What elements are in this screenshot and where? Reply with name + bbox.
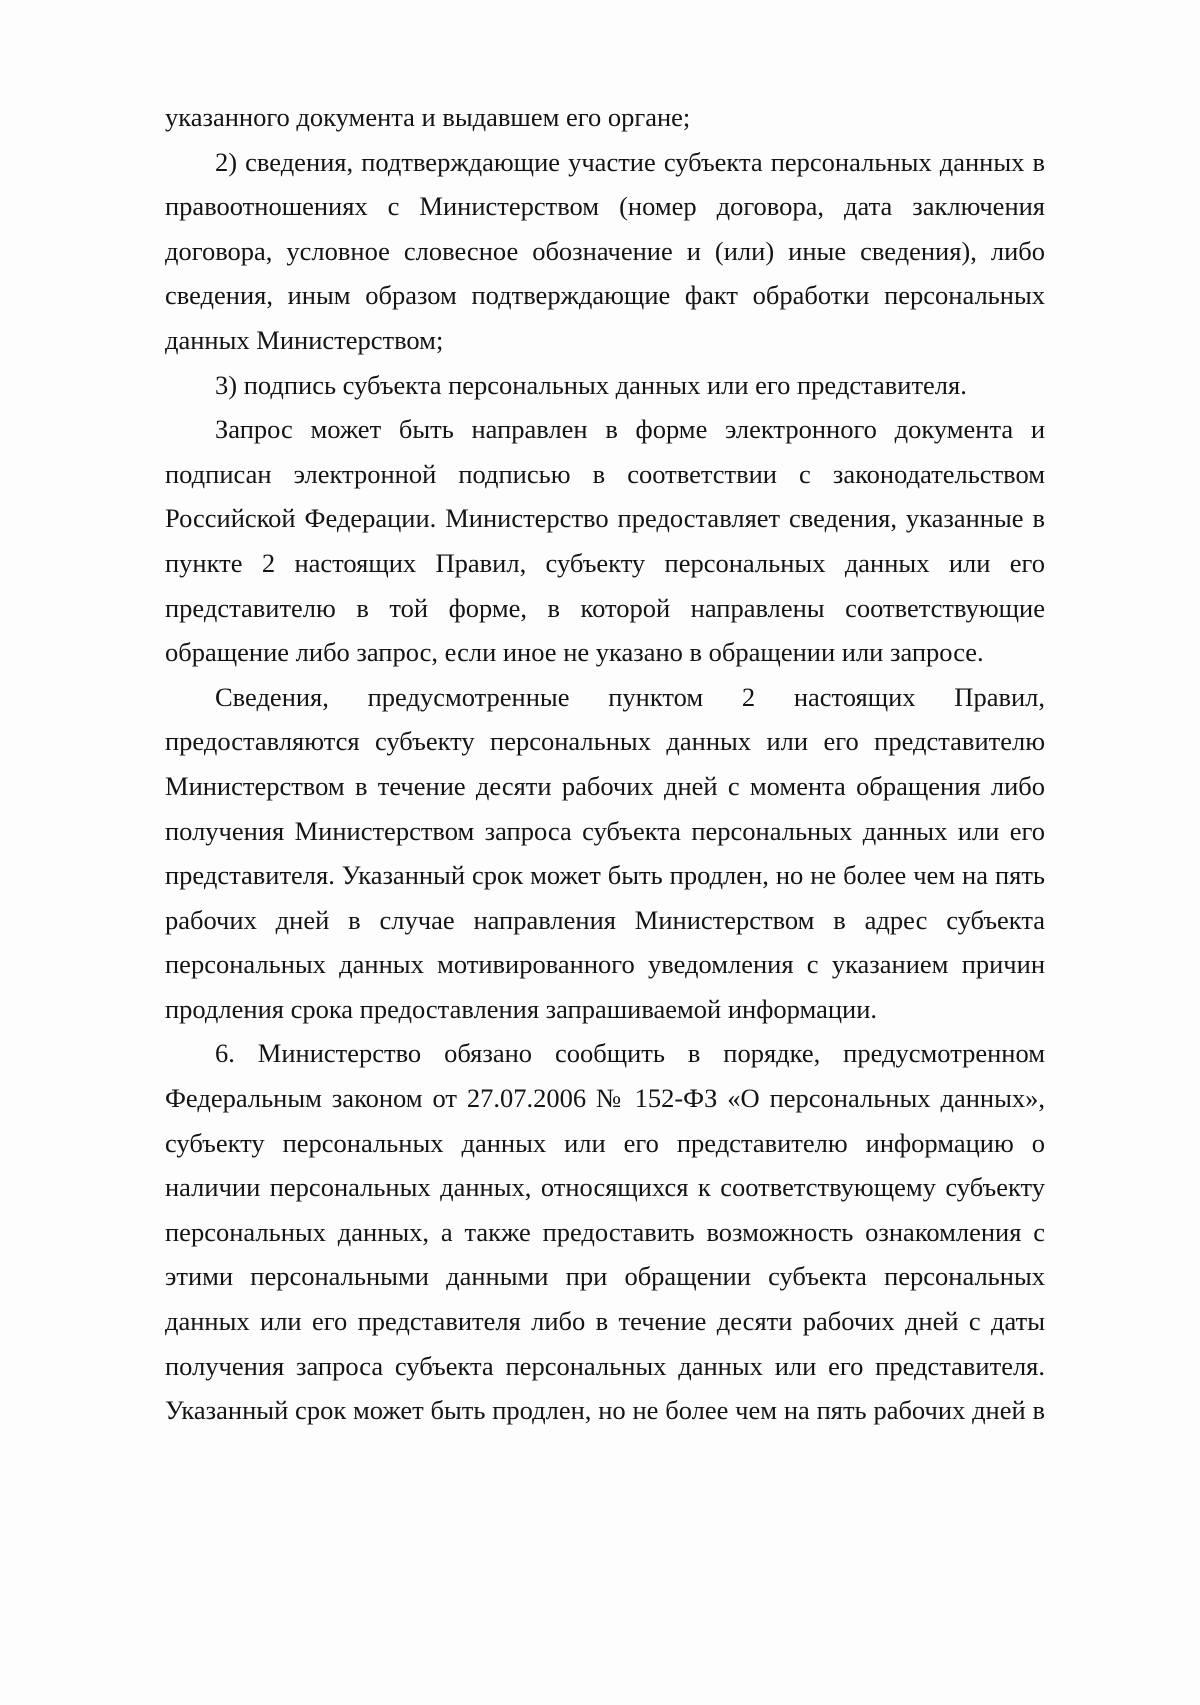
- paragraph-6: 6. Министерство обязано сообщить в порядке, предусмотренном Федеральным законом от 27.07.2006 № 152-ФЗ «О персональных данных», субъекту персональных данных или его представителю информацию о наличии персональных данных, относящихся к соответствующему субъекту персональных данных, а также предоставить возможность ознакомления с этими персональными данными при обращении субъекта персональных данных или его представителя либо в течение десяти рабочих дней с даты получения запроса субъекта персональных данных или его представителя. Указанный срок может быть продлен, но не более чем на пять рабочих дней в: [165, 1038, 1045, 1426]
- paragraph-2: 2) сведения, подтверждающие участие субъекта персональных данных в правоотношениях с Министерством (номер договора, дата заключения договора, условное словесное обозначение и (или) иные сведения), либо сведения, иным образом подтверждающие факт обработки персональных данных Министерством;: [165, 146, 1045, 355]
- paragraph-3: 3) подпись субъекта персональных данных или его представителя.: [215, 369, 967, 400]
- paragraph-4: Запрос может быть направлен в форме электронного документа и подписан электронной подписью в соответствии с законодательством Российской Федерации. Министерство предоставляет сведения, указанные в пункте 2 настоящих Правил, субъекту персональных данных или его представителю в той форме, в которой направлены соответствующие обращение либо запрос, если иное не указано в обращении или запросе.: [165, 414, 1045, 668]
- paragraph-1: указанного документа и выдавшем его органе;: [165, 102, 691, 132]
- paragraph-5: Сведения, предусмотренные пунктом 2 настоящих Правил, предоставляются субъекту персональных данных или его представителю Министерством в течение десяти рабочих дней с момента обращения либо получения Министерством запроса субъекта персональных данных или его представителя. Указанный срок может быть продлен, но не более чем на пять рабочих дней в случае направления Министерством в адрес субъекта персональных данных мотивированного уведомления с указанием причин продления срока предоставления запрашиваемой информации.: [165, 681, 1045, 1024]
- document-body: [165, 95, 1045, 1433]
